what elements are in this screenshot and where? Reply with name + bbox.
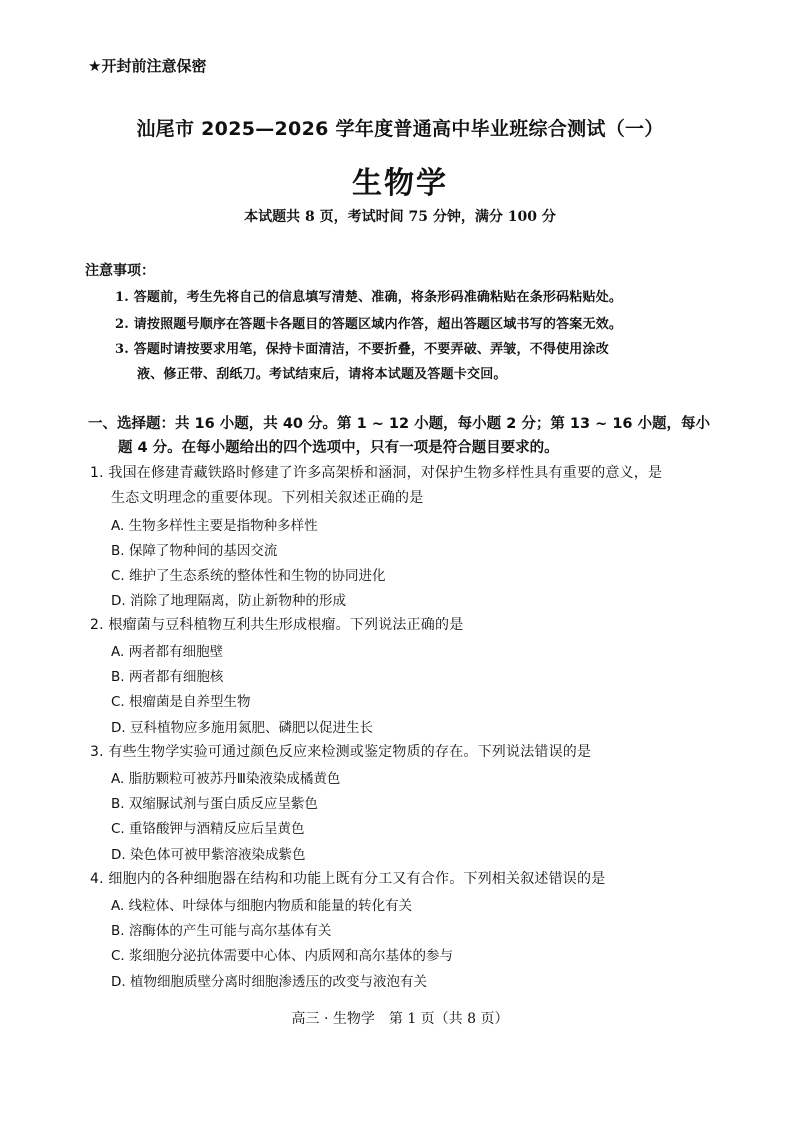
question-1-option-b: B. 保障了物种间的基因交流: [111, 543, 278, 559]
question-4-option-c: C. 浆细胞分泌抗体需要中心体、内质网和高尔基体的参与: [111, 948, 454, 964]
note-item: 1. 答题前，考生先将自己的信息填写清楚、准确，将条形码准确粘贴在条形码粘贴处。: [115, 290, 623, 305]
question-1-option-d: D. 消除了地理隔离，防止新物种的形成: [111, 593, 346, 609]
question-1-stem: 1. 我国在修建青藏铁路时修建了许多高架桥和涵洞，对保护生物多样性具有重要的意义，是: [90, 465, 663, 481]
question-3-option-d: D. 染色体可被甲紫溶液染成紫色: [111, 847, 306, 863]
question-2-option-b: B. 两者都有细胞核: [111, 669, 224, 685]
exam-info: 本试题共 8 页，考试时间 75 分钟，满分 100 分: [244, 209, 556, 225]
question-4-stem: 4. 细胞内的各种细胞器在结构和功能上既有分工又有合作。下列相关叙述错误的是: [90, 871, 606, 887]
subject-title: 生物学: [352, 166, 448, 201]
exam-title: 汕尾市 2025—2026 学年度普通高中毕业班综合测试（一）: [136, 118, 664, 140]
question-2-option-a: A. 两者都有细胞壁: [111, 644, 224, 660]
question-4-option-a: A. 线粒体、叶绿体与细胞内物质和能量的转化有关: [111, 898, 413, 914]
question-2-option-c: C. 根瘤菌是自养型生物: [111, 694, 251, 710]
note-item: 3. 答题时请按要求用笔，保持卡面清洁，不要折叠，不要弄破、弄皱，不得使用涂改: [115, 342, 609, 357]
question-3-option-c: C. 重铬酸钾与酒精反应后呈黄色: [111, 821, 305, 837]
question-3-option-b: B. 双缩脲试剂与蛋白质反应呈紫色: [111, 796, 318, 812]
notes-heading: 注意事项：: [85, 263, 155, 279]
question-3-option-a: A. 脂肪颗粒可被苏丹Ⅲ染液染成橘黄色: [111, 771, 341, 787]
question-1-option-c: C. 维护了生态系统的整体性和生物的协同进化: [111, 568, 386, 584]
page-footer: 高三 · 生物学 第 1 页（共 8 页）: [291, 1011, 509, 1027]
question-2-stem: 2. 根瘤菌与豆科植物互利共生形成根瘤。下列说法正确的是: [90, 617, 464, 633]
question-4-option-b: B. 溶酶体的产生可能与高尔基体有关: [111, 923, 332, 939]
note-item-continued: 液、修正带、刮纸刀。考试结束后，请将本试题及答题卡交回。: [137, 367, 507, 382]
question-2-option-d: D. 豆科植物应多施用氮肥、磷肥以促进生长: [111, 720, 373, 736]
note-item: 2. 请按照题号顺序在答题卡各题目的答题区域内作答，超出答题区域书写的答案无效。: [115, 317, 623, 332]
section-heading-continued: 题 4 分。在每小题给出的四个选项中，只有一项是符合题目要求的。: [118, 440, 559, 456]
confidential-notice: ★开封前注意保密: [88, 57, 207, 75]
question-1-option-a: A. 生物多样性主要是指物种多样性: [111, 518, 318, 534]
question-1-stem-continued: 生态文明理念的重要体现。下列相关叙述正确的是: [111, 490, 424, 506]
question-3-stem: 3. 有些生物学实验可通过颜色反应来检测或鉴定物质的存在。下列说法错误的是: [90, 744, 592, 760]
section-heading: 一、选择题：共 16 小题，共 40 分。第 1 ~ 12 小题，每小题 2 分；第 13 ~ 16 小题，每小: [88, 416, 711, 432]
question-4-option-d: D. 植物细胞质壁分离时细胞渗透压的改变与液泡有关: [111, 974, 427, 990]
